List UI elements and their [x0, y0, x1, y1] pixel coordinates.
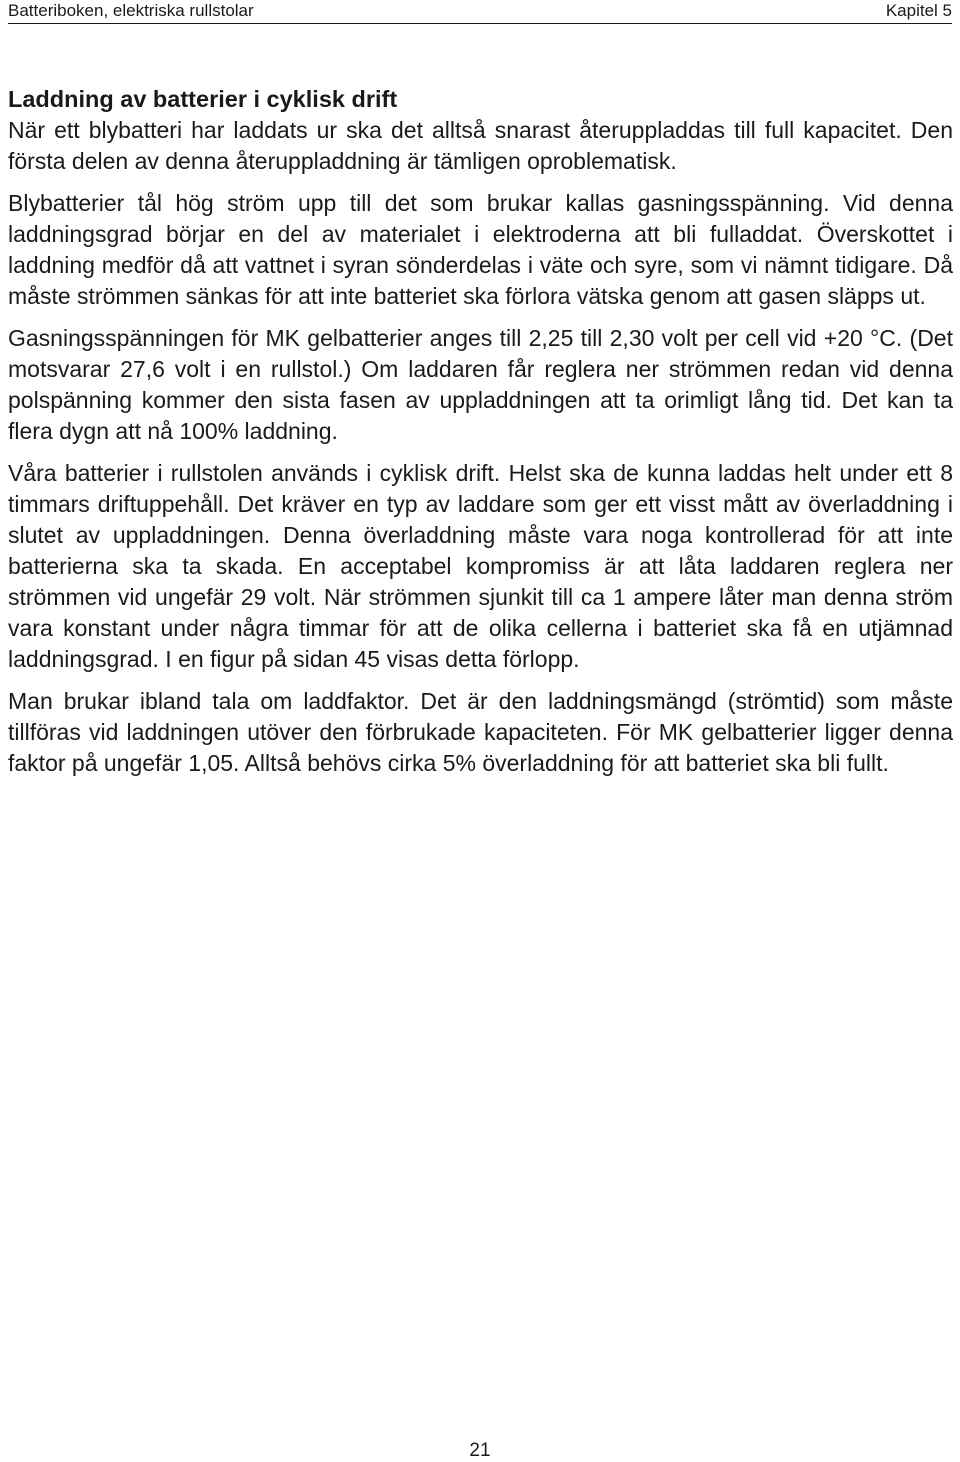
header-divider — [8, 23, 952, 24]
paragraph-5: Man brukar ibland tala om laddfaktor. Det är den laddningsmängd (strömtid) som måste tillföras vid laddningen utöver den förbrukade kapaciteten. För MK gelbatterier ligger denna faktor på ungefär 1,05. Alltså behövs cirka 5% överladdning för att batteriet ska bli fullt. — [8, 688, 953, 776]
book-title: Batteriboken, elektriska rullstolar — [8, 1, 254, 20]
section-heading: Laddning av batterier i cyklisk drift — [8, 86, 398, 112]
running-header — [8, 0, 952, 24]
paragraph-1: När ett blybatteri har laddats ur ska det alltså snarast återuppladdas till full kapacitet. Den första delen av denna återuppladdning är tämligen oproblematisk. — [8, 117, 953, 174]
page-body — [8, 84, 953, 790]
paragraph-2: Blybatterier tål hög ström upp till det som brukar kallas gasningsspänning. Vid denna laddningsgrad börjar en del av materialet i elektroderna att bli fulladdat. Överskottet i laddning medför då att vattnet i syran sönderdelas i väte och syre, som vi nämnt tidigare. Då måste strömmen sänkas för att inte batteriet ska förlora vätska genom att gasen släpps ut. — [8, 190, 953, 309]
chapter-label: Kapitel 5 — [885, 1, 952, 20]
paragraph-3: Gasningsspänningen för MK gelbatterier anges till 2,25 till 2,30 volt per cell vid +20 °C. (Det motsvarar 27,6 volt i en rullstol.) Om laddaren får reglera ner strömmen redan vid denna polspänning kommer den sista fasen av uppladdningen att ta orimligt lång tid. Det kan ta flera dygn att nå 100% laddning. — [8, 325, 953, 444]
paragraph-4: Våra batterier i rullstolen används i cyklisk drift. Helst ska de kunna laddas helt under ett 8 timmars driftuppehåll. Det kräver en typ av laddare som ger ett visst mått av överladdning i slutet av uppladdningen. Denna överladdning måste vara noga kontrollerad för att inte batterierna ska ta skada. En acceptabel kompromiss är att låta laddaren reglera ner strömmen vid ungefär 29 volt. När strömmen sjunkit till ca 1 ampere låter man denna ström vara konstant under några timmar för att de olika cellerna i batteriet ska få en utjämnad laddningsgrad. I en figur på sidan 45 visas detta förlopp. — [8, 460, 953, 672]
page-number: 21 — [469, 1440, 491, 1461]
